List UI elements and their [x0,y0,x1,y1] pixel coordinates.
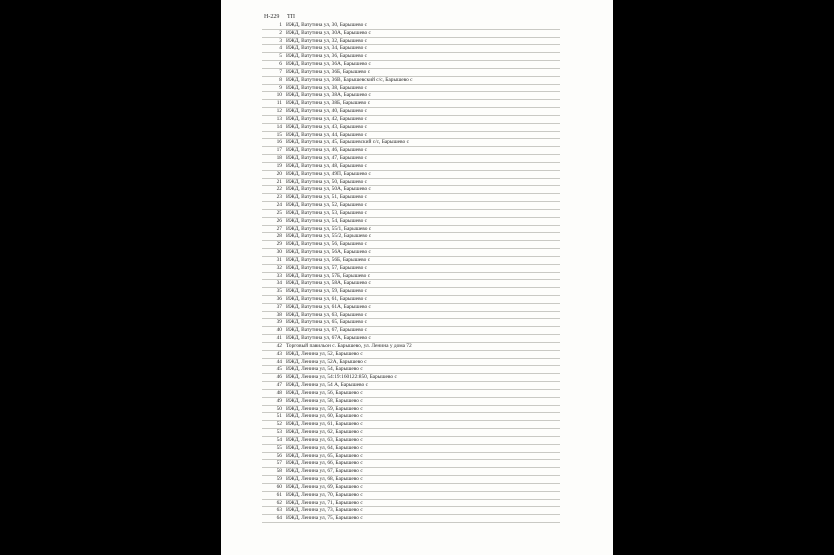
row-number: 11 [276,100,282,107]
row-number: 26 [276,217,282,224]
row-address: ИЖД, Ленина ул, 58, Барышево с [286,397,363,404]
row-address: ИЖД, Ленина ул, 68, Барышево с [286,476,363,483]
list-item [262,61,560,69]
row-address: ИЖД, Ватутина ул, 58А, Барышево с [286,280,371,287]
row-number: 41 [276,335,282,342]
header-code: Н-229 [264,14,280,20]
row-address: ИЖД, Ватутина ул, 46, Барышево с [286,147,368,154]
row-number: 18 [276,155,282,162]
list-item [262,507,560,515]
row-address: ИЖД, Ватутина ул, 61, Барышево с [286,295,368,302]
row-address: ИЖД, Ватутина ул, 57, Барышево с [286,264,368,271]
list-item [262,249,560,257]
row-address: ИЖД, Ватутина ул, 55/1, Барышево с [286,225,372,232]
address-list [262,22,560,523]
row-number: 29 [276,241,282,248]
row-address: ИЖД, Ленина ул, 65, Барышево с [286,452,363,459]
row-address: ИЖД, Ватутина ул, 59, Барышево с [286,288,368,295]
row-number: 2 [279,29,282,36]
row-address: ИЖД, Ватутина ул, 55/2, Барышево с [286,233,372,240]
row-number: 39 [276,319,282,326]
row-number: 37 [276,303,282,310]
list-item [262,116,560,124]
list-item [262,100,560,108]
list-item [262,45,560,53]
row-number: 52 [276,421,282,428]
row-address: ИЖД, Ленина ул, 71, Барышево с [286,499,363,506]
row-number: 25 [276,209,282,216]
row-number: 34 [276,280,282,287]
row-number: 28 [276,233,282,240]
list-item [262,226,560,234]
row-address: ИЖД, Ватутина ул, 30А, Барышево с [286,29,371,36]
list-item [262,429,560,437]
list-item [262,53,560,61]
row-address: ИЖД, Ватутина ул, 40, Барышево с [286,108,368,115]
row-address: ИЖД, Ватутина ул, 43, Барышево с [286,123,368,130]
list-item [262,210,560,218]
list-item [262,233,560,241]
row-address: ИЖД, Ватутина ул, 30, Барышево с [286,22,368,28]
header-tp: ТП [287,14,295,20]
row-number: 23 [276,194,282,201]
row-address: ИЖД, Ватутина ул, 38Б, Барышево с [286,100,371,107]
row-number: 9 [279,84,282,91]
row-address: ИЖД, Ватутина ул, 63, Барышево с [286,311,368,318]
row-address: ИЖД, Ленина ул, 54:19:160122:850, Барышево с [286,374,397,381]
row-address: ИЖД, Ватутина ул, 61А, Барышево с [286,303,371,310]
row-address: ИЖД, Ленина ул, 54, Барышево с [286,366,363,373]
list-item [262,257,560,265]
list-item [262,69,560,77]
row-address: ИЖД, Ленина ул, 62, Барышево с [286,429,363,436]
list-item [262,359,560,367]
row-number: 36 [276,295,282,302]
row-number: 45 [276,366,282,373]
list-item [262,413,560,421]
row-address: ИЖД, Ватутина ул, 48, Барышево с [286,162,368,169]
row-address: ИЖД, Ватутина ул, 56, Барышево с [286,241,368,248]
document-page [221,0,613,555]
row-number: 46 [276,374,282,381]
list-item [262,460,560,468]
row-address: ИЖД, Ватутина ул, 54, Барышево с [286,217,368,224]
list-item [262,312,560,320]
row-number: 43 [276,350,282,357]
row-number: 58 [276,468,282,475]
row-address: ИЖД, Ватутина ул, 50А, Барышево с [286,186,371,193]
list-item [262,218,560,226]
list-item [262,515,560,523]
row-address: ИЖД, Ватутина ул, 49П, Барышево с [286,170,371,177]
row-number: 50 [276,405,282,412]
row-number: 20 [276,170,282,177]
list-item [262,38,560,46]
row-address: ИЖД, Ватутина ул, 57Б, Барышево с [286,272,371,279]
row-number: 32 [276,264,282,271]
row-number: 12 [276,108,282,115]
row-number: 40 [276,327,282,334]
row-address: ИЖД, Ленина ул, 64, Барышево с [286,444,363,451]
row-number: 63 [276,507,282,514]
row-address: ИЖД, Ватутина ул, 56Б, Барышево с [286,256,371,263]
row-address: Торговый павильон с. Барышево, ул. Ленина у дома 72 [286,342,412,349]
list-item [262,179,560,187]
row-number: 6 [279,61,282,68]
row-number: 14 [276,123,282,130]
row-number: 1 [279,22,282,28]
row-address: ИЖД, Ватутина ул, 52, Барышево с [286,202,368,209]
row-address: ИЖД, Ватутина ул, 32, Барышево с [286,37,368,44]
list-item [262,241,560,249]
row-address: ИЖД, Ленина ул, 69, Барышево с [286,483,363,490]
list-item [262,445,560,453]
list-item [262,273,560,281]
row-address: ИЖД, Ленина ул, 70, Барышево с [286,491,363,498]
row-number: 17 [276,147,282,154]
row-number: 59 [276,476,282,483]
row-number: 10 [276,92,282,99]
row-number: 33 [276,272,282,279]
row-number: 57 [276,460,282,467]
list-item [262,304,560,312]
list-item [262,155,560,163]
list-item [262,343,560,351]
row-number: 5 [279,53,282,60]
row-number: 16 [276,139,282,146]
row-number: 31 [276,256,282,263]
row-number: 30 [276,249,282,256]
row-number: 24 [276,202,282,209]
row-address: ИЖД, Ленина ул, 73, Барышево с [286,507,363,514]
list-item [262,77,560,85]
row-address: ИЖД, Ватутина ул, 36В, Барышевский с/с, Барышево с [286,76,413,83]
list-item [262,147,560,155]
row-number: 3 [279,37,282,44]
list-item [262,296,560,304]
list-item [262,186,560,194]
list-item [262,374,560,382]
row-address: ИЖД, Ватутина ул, 51, Барышево с [286,194,368,201]
row-number: 60 [276,483,282,490]
list-item [262,319,560,327]
list-item [262,265,560,273]
row-address: ИЖД, Ленина ул, 60, Барышево с [286,413,363,420]
row-number: 64 [276,515,282,522]
list-item [262,366,560,374]
row-address: ИЖД, Ленина ул, 56, Барышево с [286,389,363,396]
list-item [262,288,560,296]
row-address: ИЖД, Ватутина ул, 50, Барышево с [286,178,368,185]
row-address: ИЖД, Ватутина ул, 53, Барышево с [286,209,368,216]
list-item [262,453,560,461]
row-number: 56 [276,452,282,459]
row-address: ИЖД, Ватутина ул, 56А, Барышево с [286,249,371,256]
row-number: 61 [276,491,282,498]
row-number: 55 [276,444,282,451]
row-number: 42 [276,342,282,349]
row-number: 7 [279,68,282,75]
list-item [262,124,560,132]
row-address: ИЖД, Ватутина ул, 36А, Барышево с [286,61,371,68]
list-item [262,468,560,476]
row-number: 21 [276,178,282,185]
list-item [262,108,560,116]
row-number: 54 [276,436,282,443]
row-address: ИЖД, Ленина ул, 52А, Барышево с [286,358,367,365]
row-address: ИЖД, Ватутина ул, 42, Барышево с [286,115,368,122]
row-number: 27 [276,225,282,232]
row-number: 53 [276,429,282,436]
row-address: ИЖД, Ватутина ул, 36, Барышево с [286,53,368,60]
list-item [262,194,560,202]
row-address: ИЖД, Ватутина ул, 36Б, Барышево с [286,68,371,75]
list-item [262,484,560,492]
list-item [262,406,560,414]
row-number: 51 [276,413,282,420]
list-item [262,163,560,171]
row-address: ИЖД, Ватутина ул, 44, Барышево с [286,131,368,138]
row-number: 35 [276,288,282,295]
list-item [262,171,560,179]
list-item [262,139,560,147]
row-address: ИЖД, Ватутина ул, 38, Барышево с [286,84,368,91]
row-number: 13 [276,115,282,122]
list-item [262,390,560,398]
row-address: ИЖД, Ватутина ул, 67, Барышево с [286,327,368,334]
row-number: 47 [276,382,282,389]
list-item [262,202,560,210]
row-address: ИЖД, Ленина ул, 67, Барышево с [286,468,363,475]
row-address: ИЖД, Ленина ул, 66, Барышево с [286,460,363,467]
row-number: 8 [279,76,282,83]
row-address: ИЖД, Ватутина ул, 34, Барышево с [286,45,368,52]
row-number: 38 [276,311,282,318]
list-item [262,335,560,343]
row-address: ИЖД, Ленина ул, 52, Барышево с [286,350,363,357]
list-item [262,382,560,390]
list-item [262,421,560,429]
list-item [262,398,560,406]
row-address: ИЖД, Ватутина ул, 65, Барышево с [286,319,368,326]
row-address: ИЖД, Ватутина ул, 38А, Барышево с [286,92,371,99]
row-number: 48 [276,389,282,396]
row-address: ИЖД, Ленина ул, 54 А, Барышево с [286,382,368,389]
row-address: ИЖД, Ленина ул, 75, Барышево с [286,515,363,522]
list-item [262,492,560,500]
row-address: ИЖД, Ватутина ул, 47, Барышево с [286,155,368,162]
list-item [262,476,560,484]
row-address: ИЖД, Ватутина ул, 45, Барышевский с/с, Барышево с [286,139,409,146]
list-item [262,22,560,30]
row-address: ИЖД, Ленина ул, 63, Барышево с [286,436,363,443]
list-item [262,280,560,288]
list-item [262,85,560,93]
list-item [262,327,560,335]
row-number: 44 [276,358,282,365]
list-item [262,500,560,508]
document-header [264,14,295,21]
list-item [262,92,560,100]
row-address: ИЖД, Ленина ул, 61, Барышево с [286,421,363,428]
row-number: 49 [276,397,282,404]
row-number: 62 [276,499,282,506]
row-number: 22 [276,186,282,193]
list-item [262,437,560,445]
list-item [262,351,560,359]
row-address: ИЖД, Ленина ул, 59, Барышево с [286,405,363,412]
row-number: 19 [276,162,282,169]
row-address: ИЖД, Ватутина ул, 67А, Барышево с [286,335,371,342]
list-item [262,30,560,38]
row-number: 15 [276,131,282,138]
row-number: 4 [279,45,282,52]
